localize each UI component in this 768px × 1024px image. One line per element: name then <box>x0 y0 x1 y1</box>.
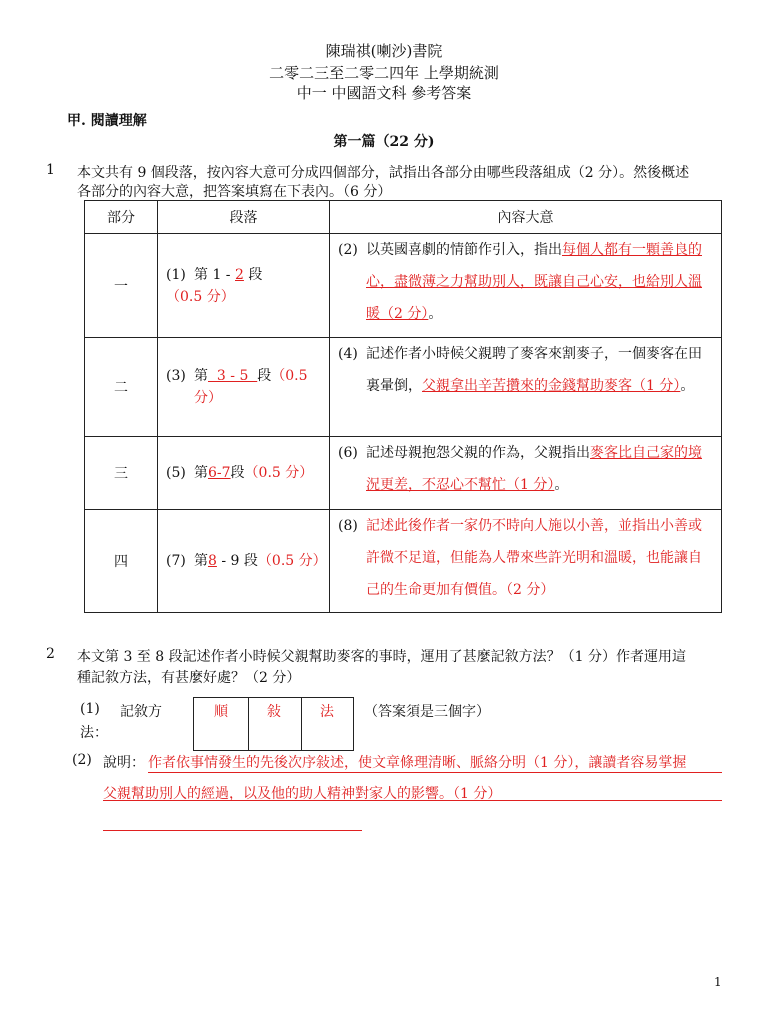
q2-sub2-label: 說明： <box>103 755 145 771</box>
exam-title: 二零二三至二零二四年 上學期統測 <box>269 64 499 82</box>
table-row <box>85 510 722 613</box>
q1-text-line2: 各部分的內容大意，把答案填寫在下表內。（6 分） <box>77 184 392 200</box>
q2-answer-line1: 作者依事情發生的先後次序敍述，使文章條理清晰、脈絡分明（1 分），讓讀者容易掌握 <box>148 755 687 771</box>
para-answer: 3 - 5 <box>208 368 258 384</box>
passage-title: 第一篇（22 分) <box>333 134 435 150</box>
part-cell: 四 <box>85 510 158 613</box>
para-prefix: 第 <box>194 553 208 569</box>
para-mark: （0.5 分） <box>166 288 235 305</box>
answer-note: （答案須是三個字） <box>364 704 490 720</box>
q1-number: 1 <box>46 162 55 178</box>
para-answer: 8 <box>208 553 217 569</box>
subject-title: 中一 中國語文科 參考答案 <box>296 84 472 102</box>
item-number: (7) <box>166 553 186 569</box>
part-cell: 二 <box>85 338 158 437</box>
q2-answer-line2: 父親幫助別人的經過，以及他的助人精神對家人的影響。（1 分） <box>103 786 502 802</box>
para-prefix: 第 1 - <box>194 266 235 283</box>
para-mark: （0.5 分） <box>244 465 314 481</box>
para-suffix: 段 <box>230 465 245 481</box>
section-title: 甲. 閱讀理解 <box>67 113 147 129</box>
item-number: (2) <box>338 242 358 258</box>
answer-underline <box>103 800 722 801</box>
school-name: 陳瑞祺(喇沙)書院 <box>325 42 443 60</box>
paragraph-cell <box>158 510 330 613</box>
item-number: (1) <box>166 266 186 283</box>
item-number: (4) <box>338 346 358 362</box>
content-cell <box>330 437 722 510</box>
content-prefix: 記述作者小時候父親聘了麥客來割麥子，一個麥客在田裏暈倒， <box>366 346 702 394</box>
paragraph-cell <box>158 338 330 437</box>
answer-underline <box>148 772 722 773</box>
header-content: 內容大意 <box>330 201 722 234</box>
q2-text-line2: 種記敘方法，有甚麼好處？（2 分） <box>77 670 301 686</box>
table-header-row <box>85 201 722 234</box>
part-cell: 三 <box>85 437 158 510</box>
answer-table <box>84 200 722 613</box>
content-prefix: 記述母親抱怨父親的作為，父親指出 <box>366 445 590 461</box>
item-number: (8) <box>338 518 358 534</box>
answer-box: 法 <box>301 697 354 751</box>
header-part: 部分 <box>85 201 158 234</box>
table-row <box>85 338 722 437</box>
content-suffix: 。 <box>680 378 695 394</box>
paragraph-cell <box>158 234 330 338</box>
content-answer: 記述此後作者一家仍不時向人施以小善，並指出小善或許微不足道，但能為人帶來些許光明和溫暖，也能讓自己的生命更加有價值。（2 分） <box>366 518 702 598</box>
header-paragraph: 段落 <box>158 201 330 234</box>
para-suffix: - 9 段 <box>216 553 258 569</box>
para-prefix: 第 <box>194 368 208 384</box>
content-suffix: 。 <box>428 306 443 322</box>
para-suffix: 段 <box>243 266 263 283</box>
content-answer: 每個人都有一顆善良的心，盡微薄之力幫助別人，既讓自己心安，也給別人溫暖（2 分） <box>366 242 702 322</box>
q2-number: 2 <box>46 646 55 662</box>
answer-underline <box>103 830 362 831</box>
q2-sub1-number: (1) <box>80 701 100 717</box>
content-cell <box>330 338 722 437</box>
q2-sub1-label-a: 記敘方 <box>120 704 162 720</box>
table-row <box>85 437 722 510</box>
content-suffix: 。 <box>554 477 569 493</box>
part-cell: 一 <box>85 234 158 338</box>
q2-sub1-label-b: 法： <box>80 725 108 741</box>
table-row <box>85 234 722 338</box>
q2-sub2-number: (2) <box>72 752 92 768</box>
para-mark: （0.5 分） <box>194 368 308 406</box>
q1-text-line1: 本文共有 9 個段落，按內容大意可分成四個部分，試指出各部分由哪些段落組成（2 分）。然後概述 <box>77 165 690 181</box>
content-cell <box>330 234 722 338</box>
paragraph-cell <box>158 437 330 510</box>
para-mark: （0.5 分） <box>257 553 327 569</box>
content-cell <box>330 510 722 613</box>
para-suffix: 段 <box>257 368 272 384</box>
answer-box: 順 <box>193 697 249 751</box>
content-answer: 父親拿出辛苦攢來的金錢幫助麥客（1 分） <box>422 378 681 394</box>
para-prefix: 第 <box>194 465 208 481</box>
item-number: (6) <box>338 445 358 461</box>
content-prefix: 以英國喜劇的情節作引入，指出 <box>366 242 562 258</box>
page-number: 1 <box>714 975 722 989</box>
item-number: (3) <box>166 368 186 384</box>
item-number: (5) <box>166 465 186 481</box>
content-answer: 麥客比自己家的境況更差，不忍心不幫忙（1 分） <box>366 445 702 493</box>
para-answer: 6-7 <box>208 465 231 481</box>
q2-text-line1: 本文第 3 至 8 段記述作者小時候父親幫助麥客的事時，運用了甚麼記敘方法？（1 分）作者運用這 <box>77 649 686 665</box>
answer-box: 敍 <box>247 697 302 751</box>
para-answer: 2 <box>235 266 244 283</box>
